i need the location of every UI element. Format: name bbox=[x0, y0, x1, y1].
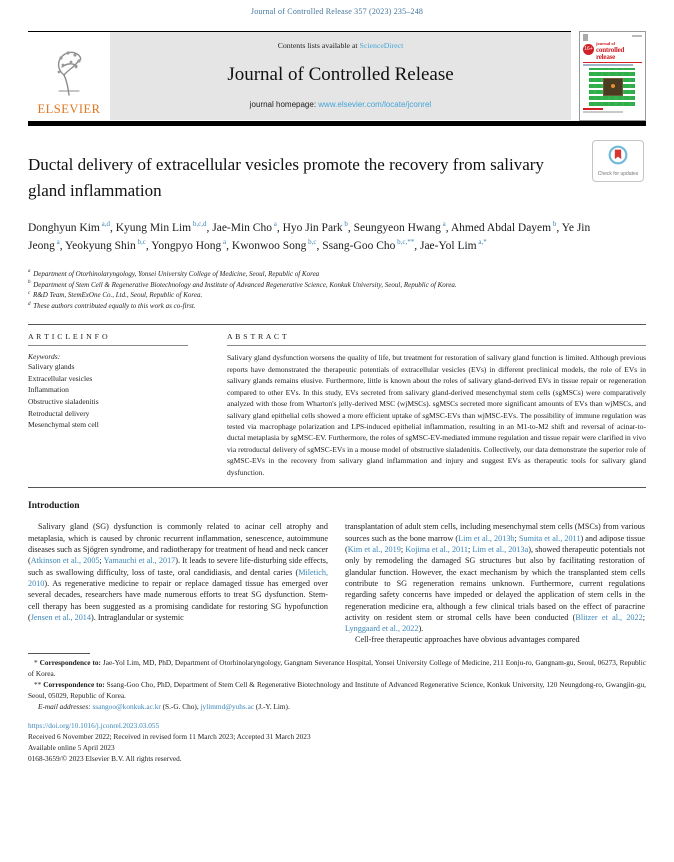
author-affiliation-sup: a bbox=[221, 238, 227, 247]
sciencedirect-link[interactable]: ScienceDirect bbox=[359, 41, 404, 50]
author-name: Donghyun Kim bbox=[28, 222, 100, 234]
cover-artwork bbox=[589, 68, 635, 106]
citation-link[interactable]: Sumita et al., 2011 bbox=[518, 533, 581, 543]
author-name: Kyung Min Lim bbox=[115, 222, 192, 234]
journal-cover-thumbnail[interactable] bbox=[579, 31, 646, 121]
cover-title-line3: release bbox=[595, 52, 616, 61]
elsevier-wordmark: ELSEVIER bbox=[37, 102, 101, 116]
homepage-prefix: journal homepage: bbox=[249, 100, 319, 109]
author-affiliation-sup: b,c,** bbox=[395, 238, 415, 247]
author-name: Ssang-Goo Cho bbox=[322, 240, 396, 253]
journal-header bbox=[28, 31, 646, 121]
journal-title: Journal of Controlled Release bbox=[227, 64, 454, 85]
contents-line bbox=[116, 41, 565, 50]
cover-rule bbox=[583, 62, 642, 63]
cover-footer-bar1 bbox=[583, 108, 603, 110]
crossmark-icon bbox=[608, 145, 628, 170]
introduction-heading: Introduction bbox=[28, 501, 80, 512]
text-segment: ; bbox=[642, 612, 645, 622]
journal-header-main bbox=[28, 31, 571, 120]
divider bbox=[28, 324, 646, 325]
author-affiliation-sup: b bbox=[342, 220, 348, 229]
check-for-updates-badge[interactable] bbox=[592, 140, 644, 182]
text-segment: ). bbox=[418, 624, 424, 634]
cover-artwork-center bbox=[603, 78, 623, 96]
citation-link[interactable]: Miletich, 2010 bbox=[28, 567, 328, 588]
article-info-column bbox=[28, 332, 198, 478]
author-affiliation-sup: a bbox=[271, 220, 277, 229]
title-block bbox=[28, 152, 646, 203]
homepage-link[interactable]: www.elsevier.com/locate/jconrel bbox=[318, 100, 432, 109]
header-divider-bar bbox=[28, 121, 646, 126]
abstract-heading: A B S T R A C T bbox=[227, 332, 288, 342]
keyword-item: Extracellular vesicles bbox=[28, 373, 93, 383]
author-name: Ye Jin Jeong bbox=[28, 222, 591, 253]
copyright-line: 0168-3659/© 2023 Elsevier B.V. All rights reserved. bbox=[28, 754, 182, 764]
keyword-item: Mesenchymal stem cell bbox=[28, 420, 99, 430]
author-name: Kwonwoo Song bbox=[231, 240, 307, 253]
text-segment: ; bbox=[468, 544, 473, 554]
keyword-item: Retroductal delivery bbox=[28, 408, 90, 418]
cover-footer-marks bbox=[583, 108, 642, 113]
info-abstract-section bbox=[28, 332, 646, 478]
author-affiliation-sup: a bbox=[54, 238, 60, 247]
text-segment: E-mail addresses: bbox=[38, 701, 93, 711]
check-for-updates-label: Check for updates bbox=[597, 171, 639, 177]
text-segment: ). It leads to severe life-disturbing side effects, such as swallowing difficulty, loss of taste, oral candidiasis, and dental caries ( bbox=[28, 556, 328, 577]
available-online-line: Available online 5 April 2023 bbox=[28, 743, 115, 753]
received-line: Received 6 November 2022; Received in revised form 11 March 2023; Accepted 31 March 2023 bbox=[28, 732, 311, 742]
divider bbox=[28, 487, 646, 488]
text-segment: Correspondence to: bbox=[43, 679, 105, 689]
text-segment: ). Intraglandular or systemic bbox=[91, 612, 184, 622]
affiliation-item: $^c$ R&D Team, StemExOne Co., Ltd., Seoul, Republic of Korea. bbox=[28, 291, 203, 300]
citation-link[interactable]: Lim et al., 2013b bbox=[458, 533, 515, 543]
text-segment: ; bbox=[514, 533, 519, 543]
contents-prefix: Contents lists available at bbox=[277, 41, 360, 50]
text-segment: (S.-G. Cho), bbox=[160, 701, 201, 711]
body-paragraph bbox=[345, 521, 645, 634]
author-affiliation-sup: b,c bbox=[135, 238, 146, 247]
author-name: Jae-Yol Lim bbox=[419, 240, 477, 253]
author-name: Seungyeon Hwang bbox=[353, 222, 441, 234]
text-segment: ) and adipose tissue ( bbox=[345, 533, 645, 554]
citation-link[interactable]: Blitzer et al., 2022 bbox=[575, 612, 643, 622]
author-name: Hyo Jin Park bbox=[282, 222, 343, 234]
keywords-label: Keywords: bbox=[28, 352, 61, 362]
text-segment: Jae-Yol Lim, MD, PhD, Department of Otorhinolaryngology, Gangnam Severance Hospital, Yonsei University College of Medicine, 211 Eonju-ro, Gangnam-gu, Seoul, 06273, Republic of Korea. bbox=[28, 657, 646, 678]
citation-link[interactable]: Lynggaard et al., 2022 bbox=[345, 624, 419, 634]
text-segment: ; bbox=[99, 556, 104, 566]
author-name: Yongpyo Hong bbox=[151, 240, 222, 253]
keyword-item: Salivary glands bbox=[28, 362, 75, 372]
cover-top-marks bbox=[583, 34, 642, 41]
body-columns bbox=[28, 521, 646, 645]
cover-issue-mark bbox=[632, 35, 642, 37]
text-segment: transplantation of adult stem cells, including mesenchymal stem cells (MSCs) from various sources such as the bone marrow ( bbox=[345, 522, 645, 543]
author-affiliation-sup: b,c bbox=[306, 238, 317, 247]
text-segment: ), showed therapeutic potentials not only by remodeling the damaged SG structures but also by facilitating restoration of glandular function. However, the exact mechanism by which the transplanted stem cells contribute to SG regeneration remains unknown. Furthermore, current regulations regarding safety concerns have impeded or delayed the application of stem cells in the regeneration medicine era, although a few clinical trials based on the effect of paracrine activity on resident stem or stromal cells have been conducted ( bbox=[345, 544, 646, 622]
author-affiliation-sup: a,d bbox=[99, 220, 110, 229]
cover-elsevier-mark-icon bbox=[583, 34, 588, 41]
body-paragraph bbox=[345, 634, 645, 645]
text-segment: ** bbox=[34, 679, 44, 689]
author-affiliation-sup: a,* bbox=[476, 238, 487, 247]
citation-link[interactable]: Yamauchi et al., 2017 bbox=[103, 556, 176, 566]
cover-title-block bbox=[583, 42, 642, 61]
cover-crs-logo-icon: 16+ bbox=[583, 44, 594, 55]
text-segment: Correspondence to: bbox=[39, 657, 101, 667]
running-head: Journal of Controlled Release 357 (2023) 235–248 bbox=[250, 7, 424, 16]
author-affiliation-sup: a bbox=[440, 220, 446, 229]
cover-artwork-dot bbox=[611, 84, 615, 88]
email-link[interactable]: ssangoo@konkuk.ac.kr bbox=[92, 701, 161, 711]
author-name: Yeokyung Shin bbox=[65, 240, 136, 253]
elsevier-tree-icon bbox=[49, 47, 89, 102]
body-paragraph bbox=[28, 521, 328, 623]
article-title: Ductal delivery of extracellular vesicles promote the recovery from salivary gland inflammation bbox=[28, 155, 544, 200]
cover-title-line1: journal of bbox=[595, 41, 616, 46]
divider bbox=[227, 345, 646, 346]
affiliations-list bbox=[28, 269, 646, 312]
author-name: Ahmed Abdal Dayem bbox=[450, 222, 552, 234]
text-segment: ). As regenerative medicine to repair or replace damaged tissue has emerged over several decades, researchers have made numerous efforts to treat SG dysfunction. Stem-cell therapy has been suggested as a promising candidate for restoring SG hypofunction ( bbox=[28, 578, 328, 622]
body-column-left bbox=[28, 521, 328, 645]
email-footnote bbox=[28, 702, 646, 713]
text-segment: Salivary gland (SG) dysfunction is commonly related to acinar cell atrophy and metaplasia, which is caused by chronic recurrent inflammation, senescence, autoimmune diseases such as Sjögren syndrome, and radiotherapy for treatment of head and neck cancer ( bbox=[28, 522, 328, 566]
author-affiliation-sup: b bbox=[551, 220, 557, 229]
citation-link[interactable]: Jensen et al., 2014 bbox=[30, 612, 91, 622]
cover-title-line2: controlled bbox=[595, 45, 625, 54]
homepage-line bbox=[116, 100, 565, 109]
correspondence-footnote-1 bbox=[28, 658, 646, 680]
text-segment: Cell-free therapeutic approaches have obvious advantages compared bbox=[355, 635, 580, 645]
cover-title-text bbox=[596, 42, 624, 61]
cover-subtitle-bar bbox=[583, 64, 633, 66]
article-footer bbox=[28, 721, 646, 765]
keywords-list bbox=[28, 361, 198, 431]
abstract-column bbox=[227, 332, 646, 478]
journal-banner bbox=[110, 32, 571, 120]
article-info-heading: A R T I C L E I N F O bbox=[28, 332, 109, 342]
cover-footer-bar2 bbox=[583, 111, 623, 113]
text-segment: Ssang-Goo Cho, PhD, Department of Stem Cell & Regenerative Biotechnology and Institute of Advanced Regenerative Science, Konkuk University, 120 Neungdong-ro, Gwangjin-gu, Seoul, 05029, Republic of Korea. bbox=[28, 679, 646, 700]
correspondence-footnote-2 bbox=[28, 680, 646, 702]
keyword-item: Inflammation bbox=[28, 385, 69, 395]
affiliation-item: $^d$ These authors contributed equally to this work as co-first. bbox=[28, 301, 196, 311]
keyword-item: Obstructive sialadenitis bbox=[28, 397, 99, 407]
body-column-right bbox=[345, 521, 645, 645]
divider bbox=[28, 345, 188, 346]
abstract-text: Salivary gland dysfunction worsens the quality of life, but treatment for restoration of salivary gland function is limited. Although previous reports have demonstrated the therapeutic potentials of extracellular vesicles (EVs) in different preclinical models, the role of EVs in salivary glands remains elusive. Furthermore, little is known about the roles of salivary gland-derived EVs in tissue repair or regeneration compared to other EVs. In this study, EVs secreted from salivary gland-derived mesenchymal stem cells (sgMSCs) were comparatively analyzed with those from Wharton's jelly-derived MSC (wjMSCs). sgMSCs secreted more significant amounts of EVs than wjMSCs, and salivary gland epithelial cells showed a more efficient uptake of sgMSC-EVs than wjMSC-EVs. The possibility of immune regulation was tested via macrophage polarization and LPS-induced epithelial inflammation, resulting in an M1-to-M2 shift and reversal of acinar-to-ductal metaplasia by sgMSC-EV. Furthermore, the roles of sgMSC-EV-mediated immune regulation and tissue repair were clarified in vivo via retroductal delivery of sgMSC-EVs in a mouse model of obstructive sialadenitis. Collectively, our data demonstrate the superior role of sgMSC-EVs in the recovery from salivary gland inflammation and injury and suggest EVs as therapeutic tools for salivary gland dysfunction. bbox=[227, 353, 646, 477]
text-segment: * bbox=[34, 657, 40, 667]
citation-link[interactable]: Atkinson et al., 2005 bbox=[30, 556, 100, 566]
citation-link[interactable]: Lim et al., 2013a bbox=[472, 544, 529, 554]
affiliation-item: $^b$ Department of Stem Cell & Regenerative Biotechnology and Institute of Advanced Regenerative Science, Konkuk University, Seoul, Republic of Korea. bbox=[28, 280, 457, 289]
doi-link[interactable]: https://doi.org/10.1016/j.jconrel.2023.03.055 bbox=[28, 721, 160, 731]
citation-link[interactable]: Kojima et al., 2011 bbox=[405, 544, 469, 554]
text-segment: ; bbox=[400, 544, 406, 554]
author-affiliation-sup: b,c,d bbox=[191, 220, 207, 229]
footnotes bbox=[28, 658, 646, 713]
text-segment: (J.-Y. Lim). bbox=[254, 701, 290, 711]
authors-line: Donghyun Kim $^{a,d}$, Kyung Min Lim $^{b,c,d}$, Jae-Min Cho $^a$, Hyo Jin Park $^b$, Seungyeon Hwang $^a$, Ahmed Abdal Dayem $^b$, Ye Jin Jeong $^a$, Yeokyung Shin $^{b,c}$, Yongpyo Hong $^a$, Kwonwoo Song $^{b,c}$, Ssang-Goo Cho $^{b,c,**}$, Jae-Yol Lim $^{a,*}$ bbox=[28, 220, 591, 253]
citation-link[interactable]: Kim et al., 2019 bbox=[347, 544, 401, 554]
footnote-divider bbox=[28, 653, 90, 654]
elsevier-logo bbox=[28, 32, 110, 120]
email-link[interactable]: jylimmd@yuhs.ac bbox=[200, 701, 255, 711]
author-name: Jae-Min Cho bbox=[212, 222, 272, 234]
affiliation-item: $^a$ Department of Otorhinolaryngology, Yonsei University College of Medicine, Seoul, Republic of Korea bbox=[28, 269, 320, 278]
